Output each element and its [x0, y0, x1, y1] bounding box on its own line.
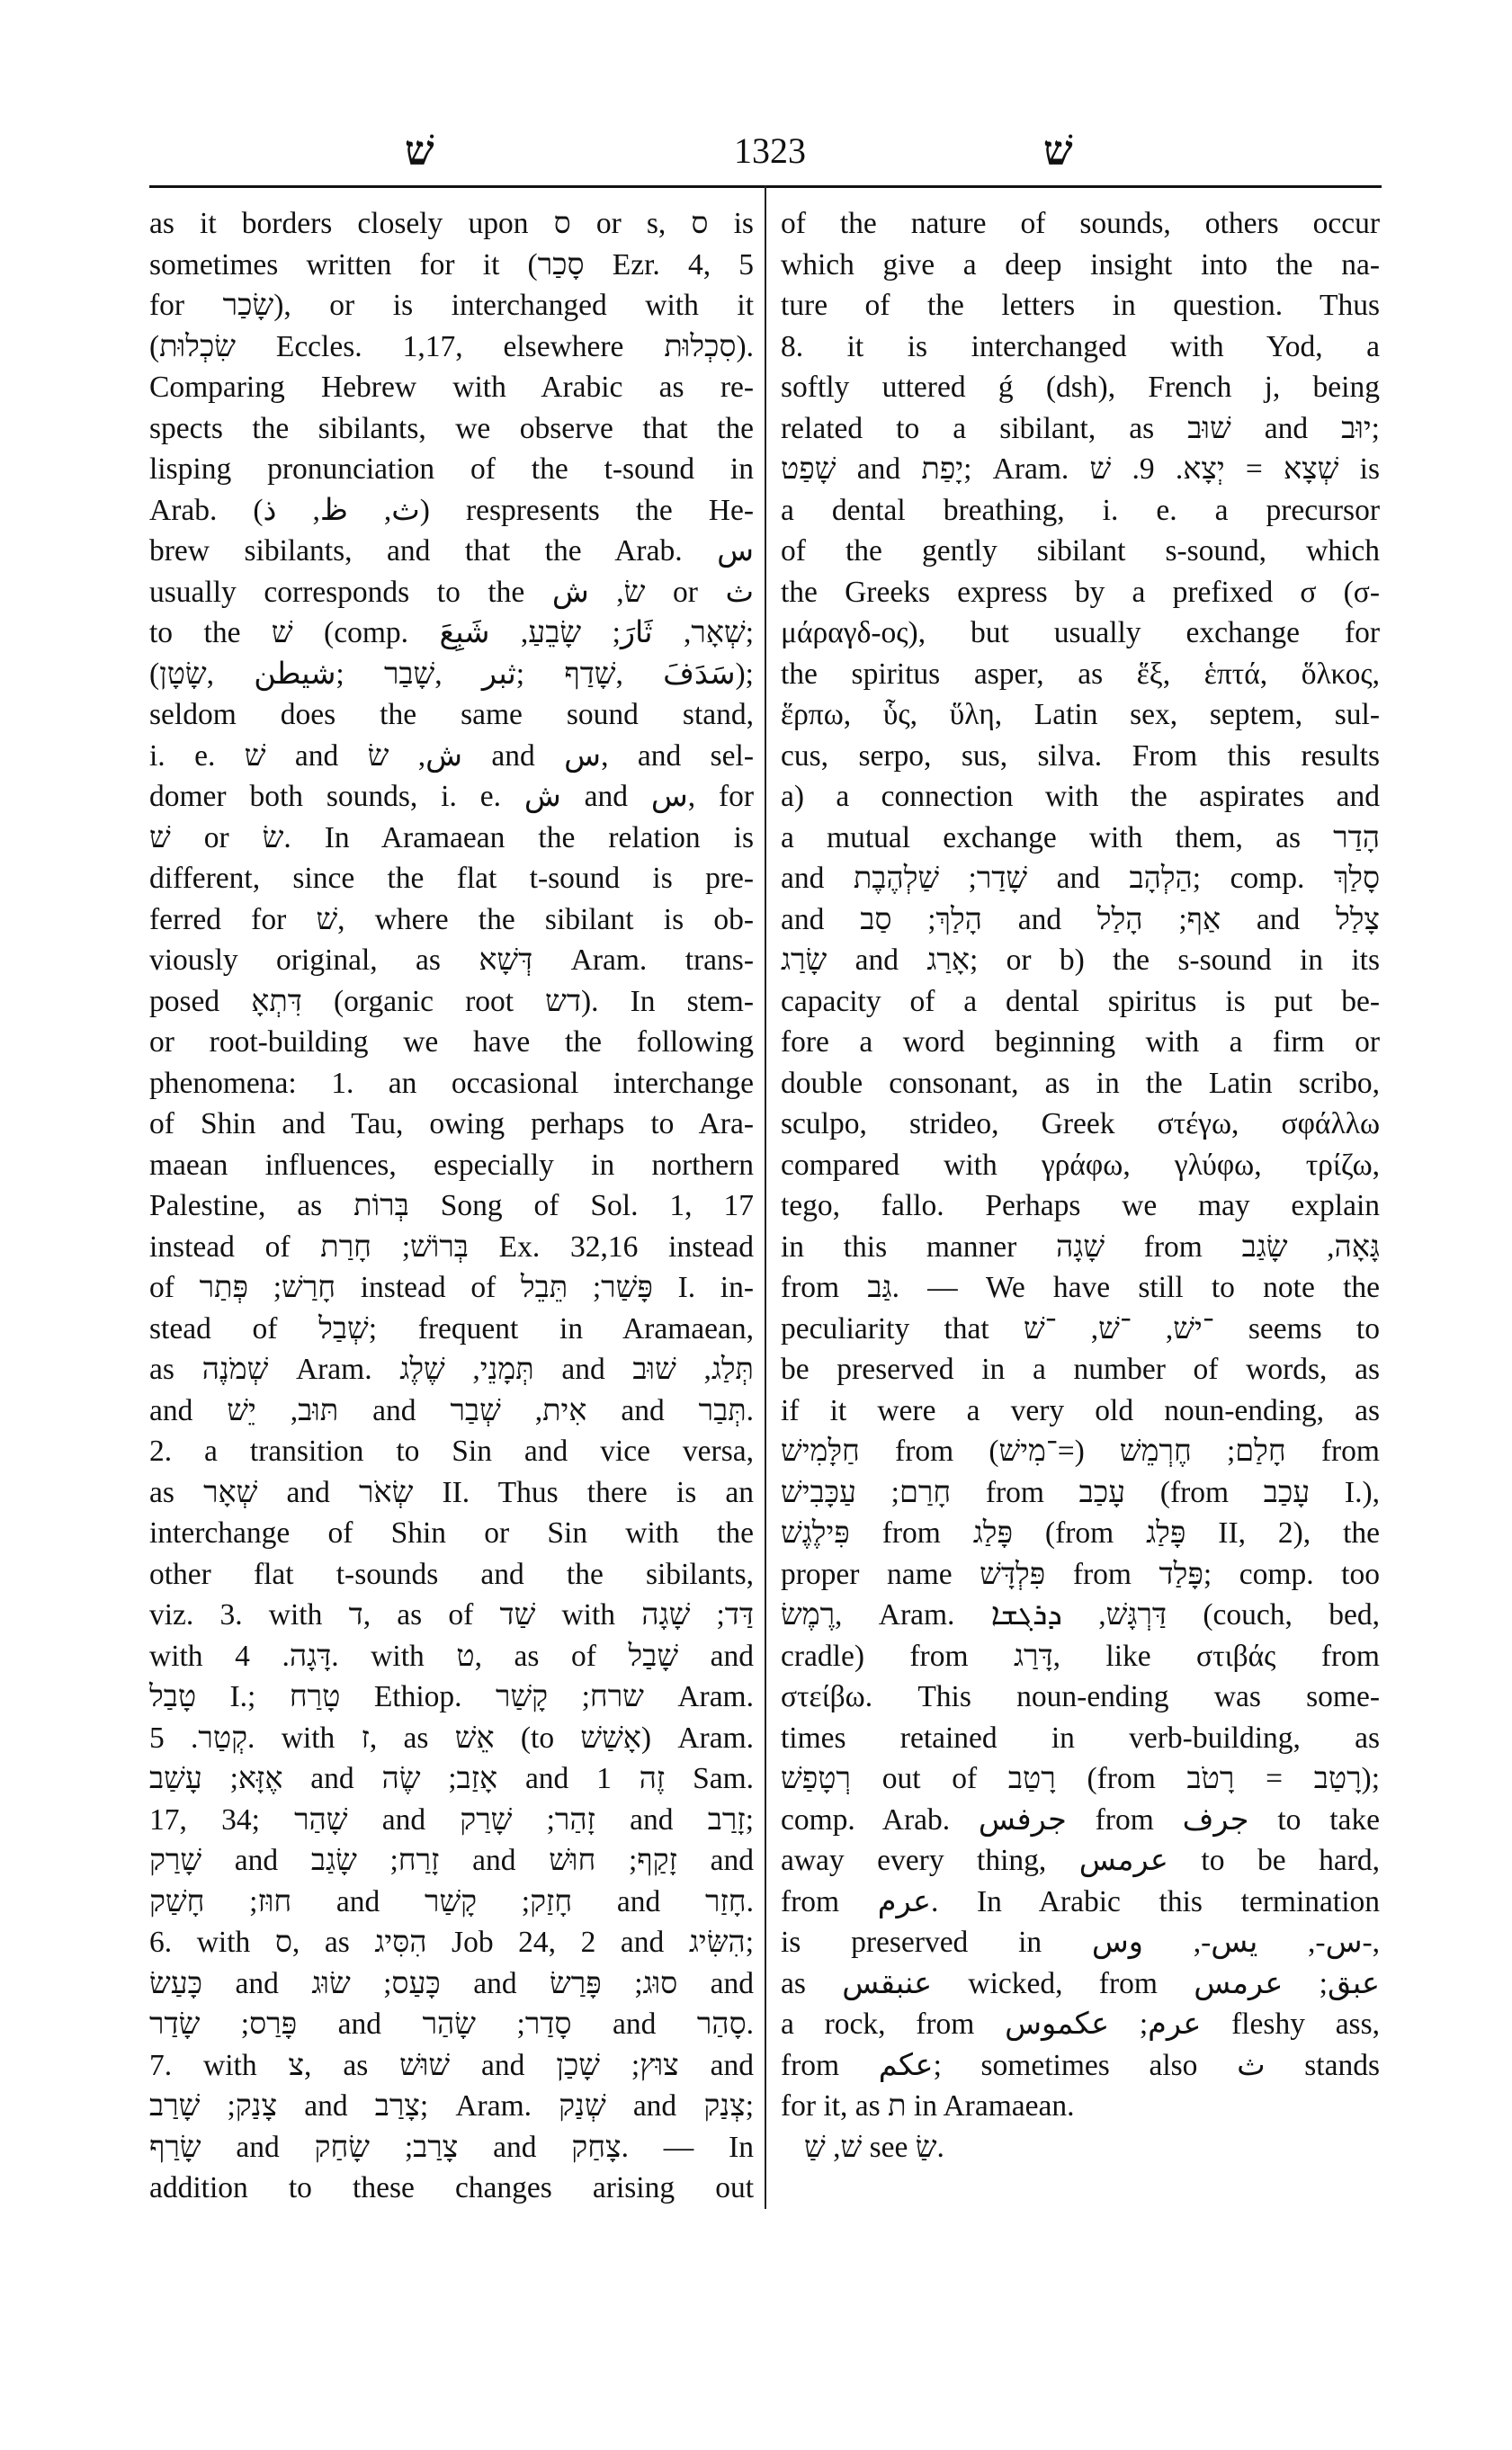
text-line: פָּרַס; שָׂדַר and סָדַר; שָׂהַר and סָהַר.	[149, 2007, 754, 2041]
text-line: רֶמֶשׂ, Aram. דַּרְגָּשׁ, ܕܪܓܫܐ (couch, bed,	[781, 1598, 1380, 1632]
text-line: away every thing, عرمس to be hard,	[781, 1844, 1380, 1877]
text-line: which give a deep insight into the na-	[781, 247, 1380, 282]
text-line: addition to these changes arising out	[149, 2171, 754, 2204]
text-line: as عنبقس wicked, from عبق; عرمس	[781, 1966, 1381, 2000]
text-line: capacity of a dental spiritus is put be-	[781, 984, 1380, 1018]
text-line: fore a word beginning with a firm or	[781, 1025, 1380, 1059]
text-line: of חָרַשׁ; פְּתַר instead of פָּשַׁר; תֵּבֵל I. in-	[149, 1271, 755, 1304]
text-line: viously original, as דְּשָׁא Aram. trans-	[149, 943, 754, 977]
text-line: שׁ, שַׁ see שַׂ.	[804, 2130, 944, 2164]
text-line: softly uttered ǵ (dsh), French j, being	[781, 371, 1380, 404]
text-line: חוּז; חָשַׁק and חָזַק; קָשַׁר and חָזַר.	[149, 1884, 754, 1918]
text-line: a) a connection with the aspirates and	[781, 780, 1380, 813]
text-line: שָׁפַט and יָפַת; Aram. שְׁצָא = יְצָא. 9. שׁ is	[781, 452, 1380, 486]
text-line: cradle) from דָּרַג, like στιβάς from	[781, 1639, 1380, 1673]
text-line: אֶזָּא; עָשַׁב and אָזַב; שֶׂה and זֶה 1 Sam.	[149, 1762, 754, 1795]
text-line: viz. 3. with ד, as of שַׁד with דַּד; שָׁגָה	[149, 1598, 755, 1632]
text-line: sometimes written for it (סָכַר Ezr. 4, 5	[149, 247, 754, 282]
text-line: with דָּגָה. 4. with ט, as of שָׁבַל and	[149, 1639, 754, 1673]
text-line: μάραγδ-ος), but usually exchange for	[781, 616, 1380, 649]
text-line: שָׂרַג and אָרַג; or b) the s-sound in its	[781, 943, 1381, 977]
text-line: Comparing Hebrew with Arabic as re-	[149, 371, 754, 404]
text-line: Palestine, as בְּרוֹת Song of Sol. 1, 17	[149, 1189, 754, 1222]
text-line: and שָׁדַר; שַׁלְהֶבֶת and הַלְהָב; comp. סָלַךְ	[781, 862, 1381, 895]
text-line: or root-building we have the following	[149, 1025, 754, 1059]
text-line: in this manner שָׁגָה from גָּאָה, שָׂגַב	[781, 1229, 1380, 1264]
text-line: חָרַם; עַכָּבִישׁ from עָכַב (from עָכַב I.),	[781, 1475, 1380, 1509]
text-line: as it borders closely upon ס or s, ס is	[149, 207, 754, 240]
text-line: ferred for שׁ, where the sibilant is ob-	[149, 902, 754, 936]
text-line: is preserved in س-, يس-, وس-,	[781, 1926, 1380, 1959]
text-line: a dental breathing, i. e. a precursor	[781, 493, 1380, 527]
text-line: to the שׁ (comp. שְׁאָר, ثَارَ; שָׂבֵעַ, شَبِعَ;	[149, 616, 754, 649]
text-line: ture of the letters in question. Thus	[781, 289, 1380, 322]
text-line: a rock, from عرم; عكموس fleshy ass,	[781, 2007, 1381, 2041]
text-line: tego, fallo. Perhaps we may explain	[781, 1189, 1380, 1222]
text-line: phenomena: 1. an occasional interchange	[149, 1066, 754, 1100]
text-line: קְטַר. 5. with ז, as אֵשׁ (to אָשַׁשׁ) Aram.	[149, 1721, 755, 1755]
text-line: רְטָפַשׁ out of רָטַב (from רָטַב = רָטֹב);	[781, 1762, 1381, 1795]
text-line: 6. with ס, as הִסִּיג Job 24, 2 and הִשִּׂיג;	[149, 1926, 755, 1959]
text-line: 7. with צ, as שׁוּשׁ and צוּץ; שָׁכַן and	[149, 2048, 755, 2082]
text-line: i. e. שׁ and ش, שׂ and س, and sel-	[149, 738, 754, 773]
text-line: lisping pronunciation of the t-sound in	[149, 452, 754, 486]
text-line: of Shin and Tau, owing perhaps to Ara-	[149, 1107, 754, 1140]
text-line: שָׁרַק and זָרַח; שָׂגַב and זָקַף; חוּשׁ and	[149, 1844, 755, 1877]
text-line: (שִׂכְלוּת Eccles. 1,17, elsewhere סִכְלוּת).	[149, 329, 754, 363]
text-line: 8. it is interchanged with Yod, a	[781, 329, 1380, 363]
text-line: ἕρπω, ὗς, ὕλη, Latin sex, septem, sul-	[781, 698, 1380, 731]
text-line: be preserved in a number of words, as	[781, 1353, 1380, 1386]
text-line: instead of בְּרוֹשׁ; חָרַת Ex. 32,16 instead	[149, 1229, 755, 1264]
text-line: צָנַק; שָׁרַב and צָרַב; Aram. שְׁנַק and צְנַק;	[149, 2089, 754, 2123]
text-line: and הָלַךְ; סַב and אַף; הָלַל and צָלַל	[781, 902, 1380, 936]
text-line: for it, as ת in Aramaean.	[781, 2089, 1075, 2123]
text-line: שׁ or שׂ. In Aramaean the relation is	[149, 820, 754, 854]
text-line: domer both sounds, i. e. ش and س, for	[149, 780, 755, 813]
text-line: שָׂרַף and צָרַב; שָׂחַק and צָחַק. — In	[149, 2130, 754, 2164]
text-line: seldom does the same sound stand,	[149, 698, 754, 731]
text-line: posed דִּתְאָ (organic root דש). In stem-	[149, 984, 754, 1018]
text-line: sculpo, strideo, Greek στέγω, σφάλλω	[781, 1107, 1380, 1140]
text-line: the Greeks express by a prefixed σ (σ-	[781, 575, 1380, 609]
text-line: times retained in verb-building, as	[781, 1721, 1380, 1755]
text-line: usually corresponds to the שׂ, ش or ث	[149, 575, 754, 609]
text-line: and תּוּב, יֵשׁ and אִית, שְׁבַר and תְּבַר.	[149, 1393, 755, 1427]
text-line: חַלָּמִישׁ from חָלַם; חֶרְמֵשׁ (=־מִישׁ) from	[781, 1435, 1380, 1468]
text-line: as שְׁאָר and שְׂאֹר II. Thus there is an	[149, 1475, 755, 1509]
column-divider	[765, 185, 766, 2209]
right-column	[781, 203, 1380, 2168]
text-line: from عكم; sometimes also ث stands	[781, 2048, 1381, 2082]
text-line: maean influences, especially in northern	[149, 1148, 754, 1182]
text-line: other flat t-sounds and the sibilants,	[149, 1557, 754, 1591]
text-line: peculiarity that ־ישׁ, ־שׁ, ־שׁ seems to	[781, 1311, 1380, 1346]
text-line: from عرم. In Arabic this termination	[781, 1884, 1380, 1918]
text-line: proper name פִּלְדָּשׁ from פָּלַד; comp. too	[781, 1557, 1380, 1591]
text-line: Arab. (ث, ظ, ذ) respresents the He-	[149, 493, 755, 527]
running-head-letter-left: שׁ	[405, 128, 434, 174]
text-line: if it were a very old noun-ending, as	[781, 1393, 1380, 1427]
text-line: brew sibilants, and that the Arab. س	[149, 534, 754, 568]
text-line: of the gently sibilant s-sound, which	[781, 534, 1380, 568]
text-line: for שָׂכַר), or is interchanged with it	[149, 289, 755, 322]
text-line: stead of שְׁבַל; frequent in Aramaean,	[149, 1311, 754, 1346]
text-line: (سَدَفَ ,שָׁדַף ;ثبر ,שָׁבַר ;شيطن ,שָׂטָן);	[149, 657, 754, 691]
left-column	[149, 203, 754, 2209]
running-head-letter-right: שׁ	[1043, 128, 1073, 174]
text-line: different, since the flat t-sound is pre-	[149, 862, 754, 895]
text-line: פִּילֶגֶשׁ from פָּלַג (from פָּלַג II, 2), the	[781, 1516, 1380, 1550]
text-line: στείβω. This noun-ending was some-	[781, 1680, 1380, 1713]
text-line: 2. a transition to Sin and vice versa,	[149, 1435, 754, 1468]
text-line: comp. Arab. جرفس from جرف to take	[781, 1802, 1380, 1837]
text-line: a mutual exchange with them, as הָדַר	[781, 820, 1380, 854]
text-line: related to a sibilant, as שׁוּב and יוּב;	[781, 411, 1380, 445]
text-line: spects the sibilants, we observe that the	[149, 411, 754, 445]
text-line: of the nature of sounds, others occur	[781, 207, 1380, 240]
text-line: compared with γράφω, γλύφω, τρίζω,	[781, 1148, 1380, 1182]
text-line: from גַּב. — We have still to note the	[781, 1271, 1380, 1304]
text-line: 17, 34; שָׁהַר and זָהַר; שָׁרַק and זָרַב;	[149, 1802, 754, 1837]
text-line: as שְׁמֹנֶה Aram. תְּמָנֵי, שֶׁלֶג and תְּלַג, שׁוּב	[149, 1353, 754, 1386]
text-line: the spiritus asper, as ἕξ, ἑπτά, ὅλκος,	[781, 657, 1380, 691]
text-line: טָבַל I.; טָרַח Ethiop. שרח; קָשַׁר Aram.	[149, 1680, 754, 1713]
page-number: 1323	[734, 130, 806, 171]
text-line: interchange of Shin or Sin with the	[149, 1516, 754, 1550]
text-line: cus, serpo, sus, silva. From this results	[781, 738, 1380, 773]
text-line: double consonant, as in the Latin scribo,	[781, 1066, 1380, 1100]
text-line: כָּעַשׂ and כָּעַס; שׂוּג and סוּג; פָּרַשׂ and	[149, 1966, 755, 2000]
